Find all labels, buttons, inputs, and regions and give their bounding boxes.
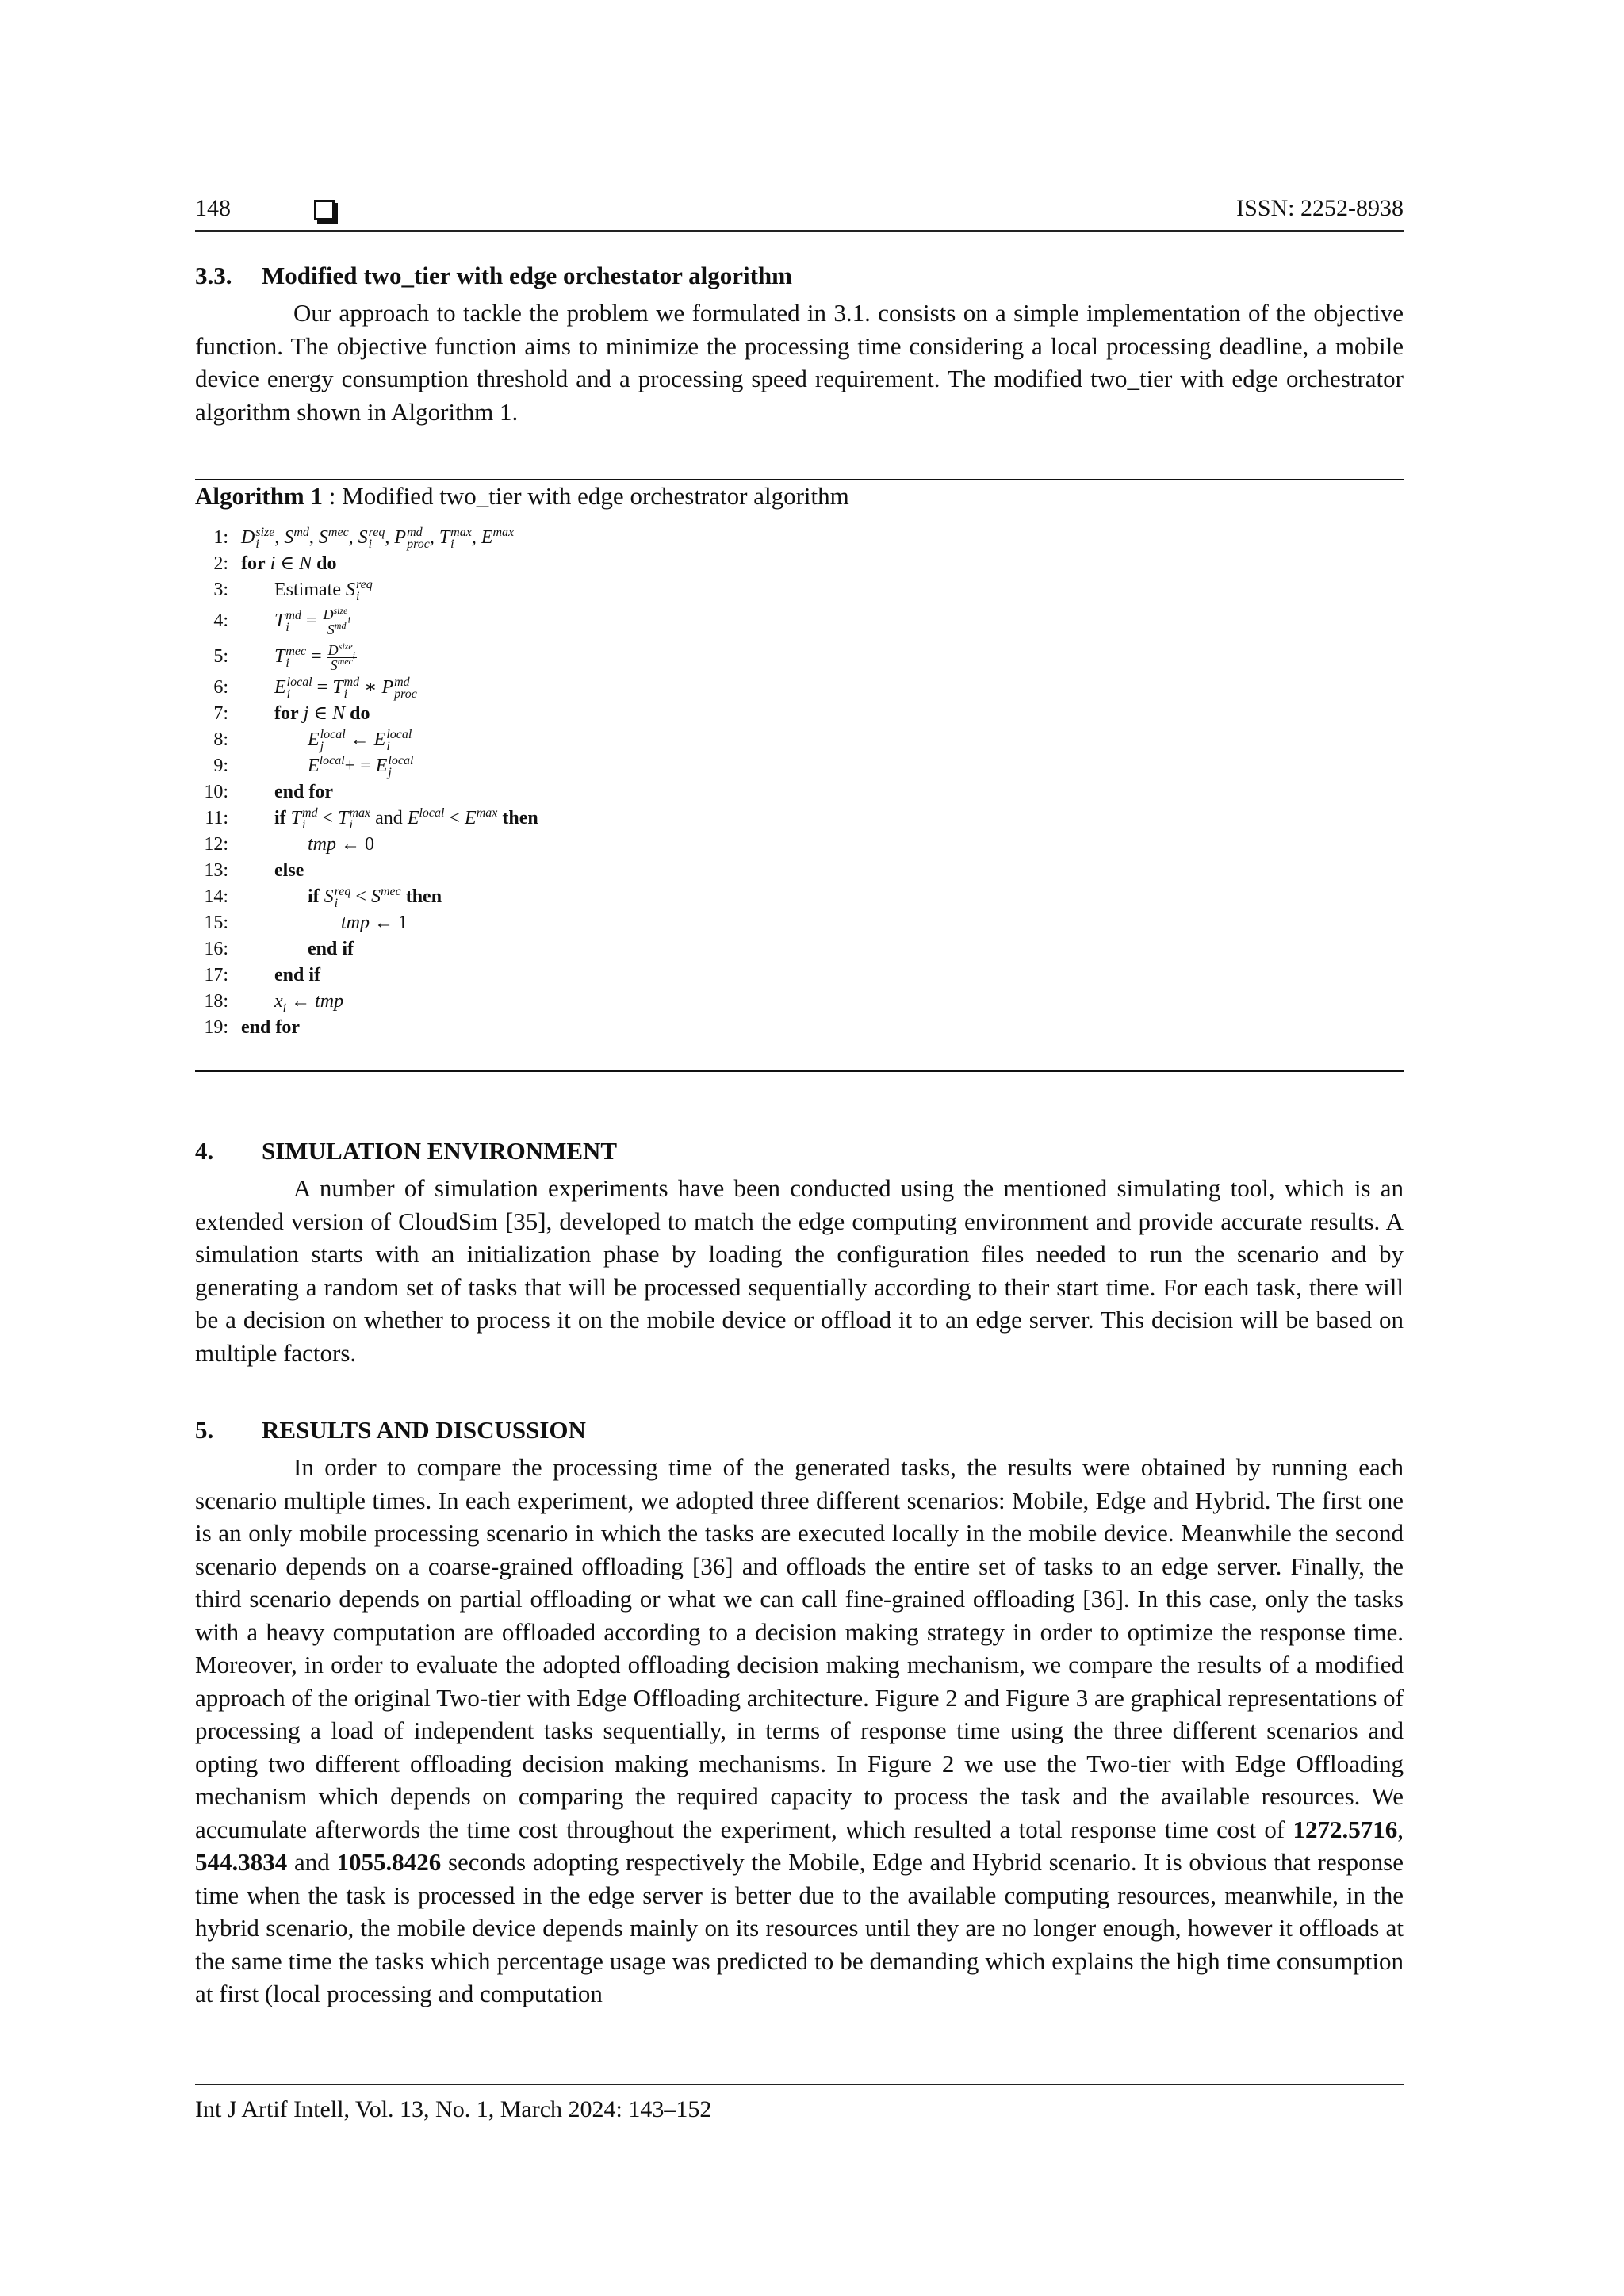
algo-line-19 — [195, 1015, 1404, 1041]
algo-line-15: 15: tmp ← 1 — [195, 910, 1404, 936]
separator: , — [1397, 1815, 1404, 1843]
separator: and — [287, 1848, 337, 1876]
line-number: 4: — [213, 610, 228, 631]
running-footer — [195, 2084, 1404, 2123]
paragraph: A number of simulation experiments have been conducted using the mentioned simulating tool, which is an extended version of CloudSim [35], developed to match the edge computing environment and provide accurate results. A simulation starts with an initialization phase by loading the configuration files needed to run the scenario and by generating a random set of tasks that will be processed sequentially according to their start time. For each task, there will be a decision on whether to process it on the mobile device or offload it to an edge server. This decision will be based on multiple factors. — [195, 1174, 1404, 1367]
algo-line-2: 2: for i ∈ N do — [195, 551, 1404, 577]
algo-line-5: 5: T mec i = $D^{size}_i$ $S^{mec}$ — [195, 639, 1404, 675]
line-number: 11: — [205, 808, 228, 828]
algo-line-18: 18: $x_i$ ← tmp — [195, 989, 1404, 1015]
algo-line-8: 8: E local j ← E local i — [195, 727, 1404, 753]
section-heading-5 — [195, 1416, 1404, 1445]
line-number: 1: — [213, 527, 228, 548]
keyword-else: else — [274, 860, 304, 881]
line-number: 6: — [213, 677, 228, 698]
algorithm-caption — [195, 482, 849, 511]
algo-line-9: 9: $E^{local}+ = E$ local j — [195, 753, 1404, 779]
keyword-end-for: end for — [241, 1017, 300, 1038]
journal-citation: Int J Artif Intell, Vol. 13, No. 1, March 2024: 143–152 — [195, 2096, 712, 2122]
line-number: 17: — [204, 965, 228, 985]
section-title: RESULTS AND DISCUSSION — [262, 1416, 586, 1444]
line-number: 19: — [204, 1017, 228, 1038]
algo-line-6: 6: E local i = T md i ∗ P md proc — [195, 675, 1404, 701]
paragraph-text: seconds adopting respectively the Mobile, Edge and Hybrid scenario. It is obvious that response time when the task is processed in the edge server is better due to the available computing resources, meanwhile, in the hybrid scenario, the mobile device depends mainly on its resources until they are no longer enough, however it offloads at the same time the tasks which percentage usage was predicted to be demanding which explains the high time consumption at first (local processing and computation — [195, 1848, 1404, 2007]
algo-line-16 — [195, 936, 1404, 962]
keyword-end-if: end if — [274, 965, 321, 985]
algo-line-1 — [195, 525, 1404, 551]
algo-line-3: 3: Estimate S req i — [195, 577, 1404, 603]
section-heading-3-3 — [195, 262, 1404, 290]
keyword-then: then — [502, 808, 538, 828]
line-number: 14: — [204, 886, 228, 907]
line-number: 3: — [213, 580, 228, 600]
section-title: SIMULATION ENVIRONMENT — [262, 1137, 618, 1165]
value-mobile: 1272.5716 — [1293, 1815, 1398, 1843]
line-number: 18: — [204, 991, 228, 1012]
algo-line-10 — [195, 779, 1404, 806]
section-5-body — [195, 1451, 1404, 2011]
algorithm-box — [195, 479, 1404, 1072]
algo-line-12: 12: tmp ← 0 — [195, 832, 1404, 858]
running-header — [195, 195, 1404, 232]
line-number: 5: — [213, 646, 228, 667]
line-number: 8: — [213, 729, 228, 750]
keyword-then: then — [405, 886, 442, 907]
paragraph — [195, 1451, 1404, 2011]
value-edge: 544.3834 — [195, 1848, 288, 1876]
algorithm-label: Algorithm 1 — [195, 482, 324, 510]
section-heading-4 — [195, 1137, 1404, 1165]
section-3-3-body — [195, 297, 1404, 428]
algo-line-4: 4: T md i = $D^{size}_i$ $S^{md}$ — [195, 603, 1404, 639]
algorithm-lines — [195, 525, 1404, 1041]
line-number: 13: — [204, 860, 228, 881]
keyword-end-for: end for — [274, 782, 333, 802]
line-number: 9: — [213, 756, 228, 776]
line-number: 2: — [213, 553, 228, 574]
keyword-do: do — [350, 703, 370, 724]
line-number: 12: — [204, 834, 228, 855]
line-number: 10: — [204, 782, 228, 802]
algorithm-title: : Modified two_tier with edge orchestrator algorithm — [323, 482, 849, 510]
algo-line-7: 7: for j ∈ N do — [195, 701, 1404, 727]
section-4-body — [195, 1172, 1404, 1369]
keyword-and: and — [375, 808, 403, 828]
value-hybrid: 1055.8426 — [336, 1848, 442, 1876]
keyword-if: if — [308, 886, 320, 907]
keyword-end-if: end if — [308, 939, 354, 959]
line-number: 16: — [204, 939, 228, 959]
algo-line-14: 14: if S req i < $S^{mec}$ then — [195, 884, 1404, 910]
page-number: 148 — [195, 195, 231, 221]
keyword-if: if — [274, 808, 286, 828]
keyword-for: for — [241, 553, 266, 574]
algo-line-11: 11: if T md i < T max i and $E^{local} < E^{max}$ then — [195, 806, 1404, 832]
section-number: 4. — [195, 1137, 214, 1165]
algorithm-inputs: D size i , $S^{md}$, $S^{mec}$, S req i , P md proc , T max i , $E^{max}$ — [241, 526, 515, 552]
box-icon — [314, 200, 335, 220]
algo-line-13 — [195, 858, 1404, 884]
section-title: Modified two_tier with edge orchestator algorithm — [262, 262, 792, 289]
section-number: 3.3. — [195, 262, 232, 289]
issn: ISSN: 2252-8938 — [1236, 195, 1404, 221]
line-number: 7: — [213, 703, 228, 724]
section-number: 5. — [195, 1416, 214, 1444]
algo-line-17 — [195, 962, 1404, 989]
keyword-for: for — [274, 703, 299, 724]
keyword-do: do — [316, 553, 337, 574]
paragraph-text: In order to compare the processing time of the generated tasks, the results were obtained by running each scenario multiple times. In each experiment, we adopted three different scenarios: Mobile, Edge and Hybrid. The first one is an only mobile processing scenario in which the tasks are executed locally in the mobile device. Meanwhile the second scenario depends on a coarse-grained offloading [36] and offloads the entire set of tasks to an edge server. Finally, the third scenario depends on partial offloading or what we can call fine-grained offloading [36]. In this case, only the tasks with a heavy computation are offloaded according to a decision making strategy in order to optimize the response time. Moreover, in order to evaluate the adopted offloading decision making mechanism, we compare the results of a modified approach of the original Two-tier with Edge Offloading architecture. Figure 2 and Figure 3 are graphical representations of processing a load of independent tasks sequentially, in terms of response time using the three different scenarios and opting two different offloading decision making mechanisms. In Figure 2 we use the Two-tier with Edge Offloading mechanism which depends on comparing the required capacity to process the task and the available resources. We accumulate afterwords the time cost throughout the experiment, which resulted a total response time cost of — [195, 1453, 1404, 1843]
keyword-estimate: Estimate — [274, 580, 341, 600]
paragraph: Our approach to tackle the problem we formulated in 3.1. consists on a simple implementation of the objective function. The objective function aims to minimize the processing time considering a local processing deadline, a mobile device energy consumption threshold and a processing speed requirement. The modified two_tier with edge orchestrator algorithm shown in Algorithm 1. — [195, 299, 1404, 426]
line-number: 15: — [204, 913, 228, 933]
